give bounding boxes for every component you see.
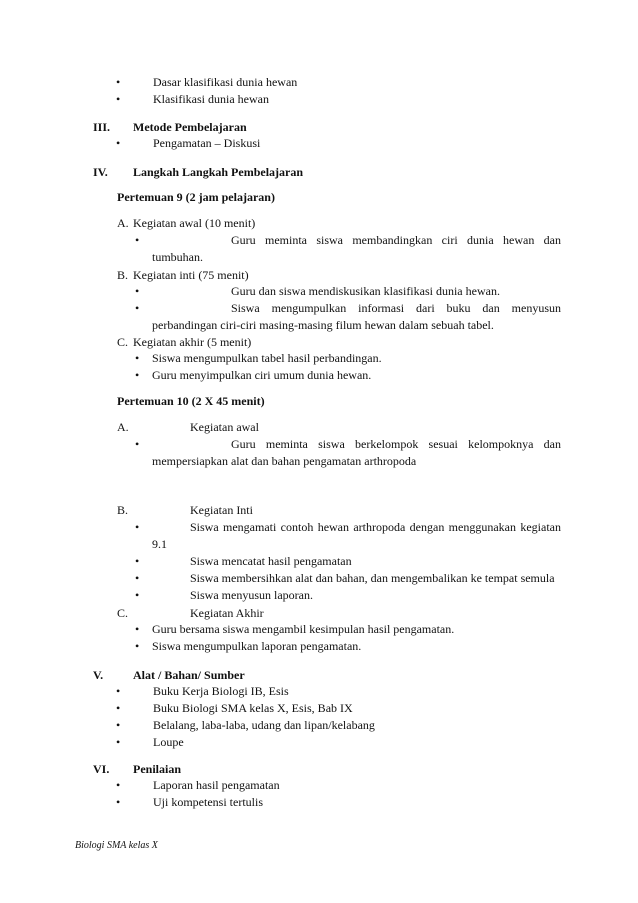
- bullet: •: [116, 701, 121, 715]
- step-text: Kegiatan awal: [190, 420, 259, 434]
- page-footer: Biologi SMA kelas X: [75, 840, 158, 851]
- list-item: Guru bersama siswa mengambil kesimpulan hasil pengamatan.: [152, 622, 455, 636]
- step-label: B.: [117, 503, 129, 517]
- section-number: VI.: [93, 762, 110, 776]
- list-item: Guru dan siswa mendiskusikan klasifikasi dunia hewan.: [231, 284, 500, 298]
- bullet: •: [135, 639, 140, 653]
- list-item: Siswa mengumpulkan laporan pengamatan.: [152, 639, 362, 653]
- list-item: Klasifikasi dunia hewan: [153, 92, 269, 106]
- bullet: •: [135, 368, 140, 382]
- bullet: •: [116, 735, 121, 749]
- list-item: Siswa membersihkan alat dan bahan, dan mengembalikan ke tempat semula: [190, 571, 555, 585]
- list-item: Pengamatan – Diskusi: [153, 136, 261, 150]
- bullet: •: [135, 554, 140, 568]
- list-item: Siswa mencatat hasil pengamatan: [190, 554, 352, 568]
- list-item: Siswa mengumpulkan tabel hasil perbandingan.: [152, 351, 382, 365]
- list-item: Siswa mengamati contoh hewan arthropoda dengan menggunakan kegiatan: [190, 520, 561, 534]
- list-item: Loupe: [153, 735, 184, 749]
- list-item: Buku Kerja Biologi IB, Esis: [153, 684, 289, 698]
- section-number: III.: [93, 120, 111, 134]
- list-item-continuation: 9.1: [152, 537, 167, 551]
- bullet: •: [135, 520, 140, 534]
- bullet: •: [135, 622, 140, 636]
- list-item: Siswa menyusun laporan.: [190, 588, 313, 602]
- section-title: Metode Pembelajaran: [133, 120, 247, 134]
- section-title: Alat / Bahan/ Sumber: [133, 668, 245, 682]
- section-number: IV.: [93, 165, 108, 179]
- list-item: Buku Biologi SMA kelas X, Esis, Bab IX: [153, 701, 353, 715]
- step-label: A.: [117, 420, 129, 434]
- step-text: Kegiatan awal (10 menit): [133, 216, 256, 230]
- step-text: Kegiatan inti (75 menit): [133, 268, 249, 282]
- list-item: Laporan hasil pengamatan: [153, 778, 280, 792]
- section-number: V.: [93, 668, 104, 682]
- step-label: C.: [117, 606, 129, 620]
- list-item: Belalang, laba-laba, udang dan lipan/kelabang: [153, 718, 375, 732]
- bullet: •: [116, 92, 121, 106]
- bullet: •: [116, 136, 121, 150]
- bullet: •: [135, 571, 140, 585]
- list-item-continuation: tumbuhan.: [152, 250, 203, 264]
- bullet: •: [135, 437, 140, 451]
- list-item-continuation: perbandingan ciri-ciri masing-masing filum hewan dalam sebuah tabel.: [152, 318, 494, 332]
- bullet: •: [116, 75, 121, 89]
- section-title: Langkah Langkah Pembelajaran: [133, 165, 304, 179]
- bullet: •: [135, 351, 140, 365]
- list-item: Guru meminta siswa membandingkan ciri dunia hewan dan: [231, 233, 561, 247]
- bullet: •: [116, 778, 121, 792]
- bullet: •: [135, 588, 140, 602]
- list-item: Siswa mengumpulkan informasi dari buku dan menyusun: [231, 301, 561, 315]
- list-item: Uji kompetensi tertulis: [153, 795, 263, 809]
- meeting-title: Pertemuan 10 (2 X 45 menit): [117, 394, 265, 408]
- step-label: B.: [117, 268, 129, 282]
- bullet: •: [116, 718, 121, 732]
- list-item-continuation: mempersiapkan alat dan bahan pengamatan arthropoda: [152, 454, 417, 468]
- section-title: Penilaian: [133, 762, 182, 776]
- step-label: C.: [117, 335, 129, 349]
- list-item: Guru meminta siswa berkelompok sesuai kelompoknya dan: [231, 437, 561, 451]
- step-text: Kegiatan Akhir: [190, 606, 264, 620]
- step-label: A.: [117, 216, 129, 230]
- step-text: Kegiatan akhir (5 menit): [133, 335, 252, 349]
- bullet: •: [116, 684, 121, 698]
- list-item: Dasar klasifikasi dunia hewan: [153, 75, 298, 89]
- bullet: •: [135, 233, 140, 247]
- bullet: •: [116, 795, 121, 809]
- list-item: Guru menyimpulkan ciri umum dunia hewan.: [152, 368, 372, 382]
- bullet: •: [135, 284, 140, 298]
- meeting-title: Pertemuan 9 (2 jam pelajaran): [117, 190, 275, 204]
- bullet: •: [135, 301, 140, 315]
- step-text: Kegiatan Inti: [190, 503, 253, 517]
